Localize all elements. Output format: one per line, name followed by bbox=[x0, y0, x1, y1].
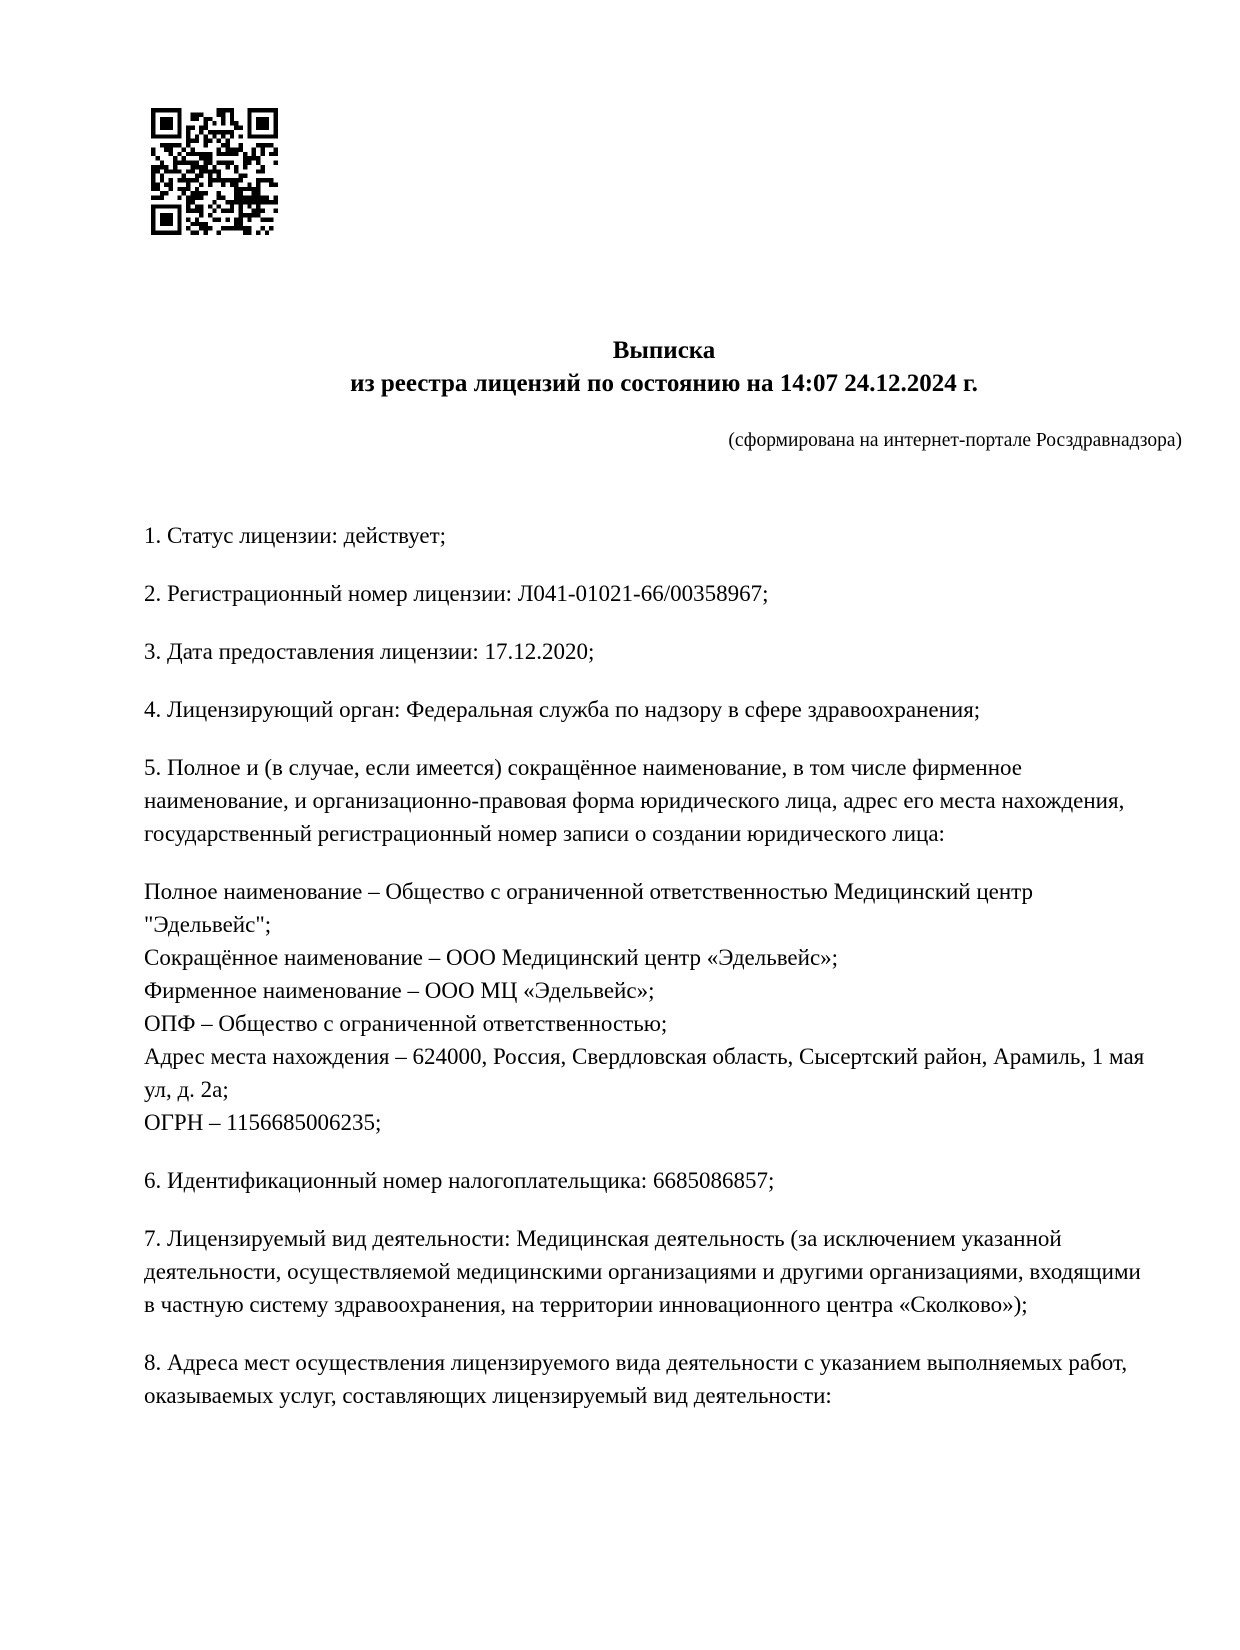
org-full-name: Полное наименование – Общество с ограниченной ответственностью Медицинский центр "Эдельвейс"; bbox=[144, 879, 1033, 937]
paragraph-registration-number: 2. Регистрационный номер лицензии: Л041-01021-66/00358967; bbox=[144, 581, 769, 606]
paragraph-licensing-authority: 4. Лицензирующий орган: Федеральная служба по надзору в сфере здравоохранения; bbox=[144, 697, 981, 722]
org-brand-name: Фирменное наименование – ООО МЦ «Эдельвейс»; bbox=[144, 978, 655, 1003]
document-body bbox=[144, 519, 1149, 1437]
title-line-1: Выписка bbox=[612, 337, 716, 364]
paragraph-activity-addresses-intro: 8. Адреса мест осуществления лицензируемого вида деятельности с указанием выполняемых работ, оказываемых услуг, составляющих лицензируемый вид деятельности: bbox=[144, 1350, 1128, 1408]
paragraph-activity-type: 7. Лицензируемый вид деятельности: Медицинская деятельность (за исключением указанной деятельности, осуществляемой медицинскими организациями и другими организациями, входящими в частную систему здравоохранения, на территории инновационного центра «Сколково»); bbox=[144, 1226, 1141, 1317]
paragraph-inn: 6. Идентификационный номер налогоплательщика: 6685086857; bbox=[144, 1168, 775, 1193]
paragraph-license-status: 1. Статус лицензии: действует; bbox=[144, 523, 447, 548]
org-short-name: Сокращённое наименование – ООО Медицинский центр «Эдельвейс»; bbox=[144, 945, 839, 970]
paragraph-grant-date: 3. Дата предоставления лицензии: 17.12.2020; bbox=[144, 639, 595, 664]
paragraph-org-info-intro: 5. Полное и (в случае, если имеется) сокращённое наименование, в том числе фирменное наименование, и организационно-правовая форма юридического лица, адрес его места нахождения, государственный регистрационный номер записи о создании юридического лица: bbox=[144, 755, 1125, 846]
document-title bbox=[200, 334, 1128, 400]
qr-code-icon bbox=[151, 108, 278, 235]
org-ogrn: ОГРН – 1156685006235; bbox=[144, 1110, 382, 1135]
document-subtitle: (сформирована на интернет-портале Росздравнадзора) bbox=[728, 430, 1182, 451]
title-line-2: из реестра лицензий по состоянию на 14:07 24.12.2024 г. bbox=[350, 370, 978, 397]
org-address: Адрес места нахождения – 624000, Россия, Свердловская область, Сысертский район, Арамиль, 1 мая ул, д. 2а; bbox=[144, 1044, 1145, 1102]
org-details-block bbox=[144, 875, 1149, 1139]
org-legal-form: ОПФ – Общество с ограниченной ответственностью; bbox=[144, 1011, 668, 1036]
